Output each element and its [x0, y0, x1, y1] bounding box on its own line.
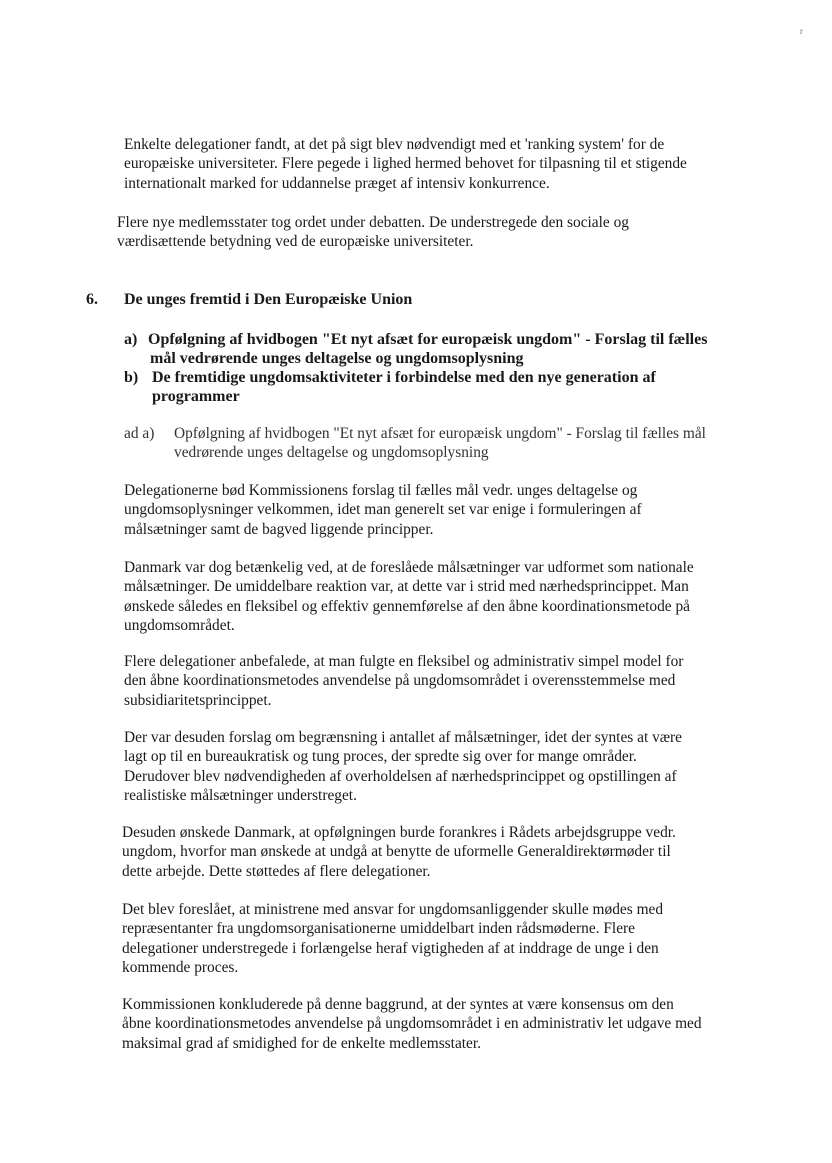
- text-line: målsætninger. De umiddelbare reaktion var, at dette var i strid med nærhedsprincippet. Man: [124, 578, 689, 596]
- paragraph-denmark-concern: [124, 558, 694, 636]
- agenda-item-b: [124, 368, 774, 408]
- text-line: dette arbejde. Dette støttedes af flere delegationer.: [122, 862, 431, 880]
- paragraph-ministers-meet: [122, 900, 663, 978]
- paragraph-commission-conclusion: [122, 995, 702, 1053]
- text-line: kommende proces.: [122, 959, 239, 977]
- text-line: ønskede således en fleksibel og effektiv gennemførelse af den åbne koordinationsmetode på: [124, 597, 690, 615]
- paragraph-ranking: [124, 135, 687, 193]
- paragraph-delegations-welcome: [124, 481, 642, 539]
- text-line: Flere nye medlemsstater tog ordet under debatten. De understregede den sociale og: [117, 214, 629, 231]
- text-line: ungdom, hvorfor man ønskede at undgå at benytte de uformelle Generaldirektørmøder til: [122, 843, 671, 861]
- agenda-item-a: [124, 330, 774, 370]
- text-line: ungdomsområdet.: [124, 617, 235, 635]
- text-line: repræsentanter fra ungdomsorganisationerne umiddelbart inden rådsmøderne. Flere: [122, 920, 636, 938]
- ad-a-line: vedrørende unges deltagelse og ungdomsoplysning: [174, 444, 489, 461]
- text-line: delegationer understregede i forlængelse heraf vigtigheden af at inddrage de unge i den: [122, 939, 659, 957]
- text-line: Delegationerne bød Kommissionens forslag til fælles mål vedr. unges deltagelse og: [124, 482, 638, 499]
- item-b-label: b): [124, 369, 139, 386]
- text-line: Derudover blev nødvendigheden af overholdelsen af nærhedsprincippet og opstillingen af: [124, 767, 677, 785]
- ad-a-label: ad a): [124, 425, 155, 442]
- text-line: Kommissionen konkluderede på denne baggrund, at der syntes at være konsensus om den: [122, 996, 674, 1013]
- item-b-line: programmer: [152, 388, 240, 405]
- text-line: Det blev foreslået, at ministrene med ansvar for ungdomsanliggender skulle mødes med: [122, 901, 664, 918]
- paragraph-limit-objectives: [124, 728, 682, 806]
- text-line: europæiske universiteter. Flere pegede i lighed hermed behovet for tilpasning til et stigende: [124, 155, 687, 173]
- text-line: målsætninger samt de bagved liggende principper.: [124, 520, 434, 538]
- ad-a-subheading: [124, 424, 784, 464]
- text-line: ungdomsoplysninger velkommen, idet man generelt set var enige i formuleringen af: [124, 501, 642, 519]
- text-line: subsidiaritetsprincippet.: [124, 691, 272, 709]
- text-line: realistiske målsætninger understreget.: [124, 787, 357, 805]
- text-line: Danmark var dog betænkelig ved, at de foreslåede målsætninger var udformet som nationale: [124, 559, 694, 576]
- text-line: Der var desuden forslag om begrænsning i antallet af målsætninger, idet der syntes at være: [124, 729, 683, 746]
- item-a-label: a): [124, 331, 138, 348]
- margin-mark: r: [800, 26, 803, 36]
- text-line: værdisættende betydning ved de europæiske universiteter.: [117, 233, 474, 251]
- item-b-line: De fremtidige ungdomsaktiviteter i forbindelse med den nye generation af: [152, 369, 656, 386]
- text-line: maksimal grad af smidighed for de enkelte medlemsstater.: [122, 1034, 482, 1052]
- section-number: 6.: [86, 291, 98, 308]
- text-line: Desuden ønskede Danmark, at opfølgningen burde forankres i Rådets arbejdsgruppe vedr.: [122, 824, 676, 841]
- paragraph-working-group: [122, 823, 676, 881]
- text-line: lagt op til en bureaukratisk og tung proces, der spredte sig over for mange områder.: [124, 748, 637, 766]
- text-line: internationalt marked for uddannelse præget af intensiv konkurrence.: [124, 174, 550, 192]
- text-line: den åbne koordinationsmetodes anvendelse på ungdomsområdet i overensstemmelse med: [124, 672, 676, 690]
- paragraph-new-members: [117, 213, 629, 252]
- item-a-line: Opfølgning af hvidbogen "Et nyt afsæt for europæisk ungdom" - Forslag til fælles: [148, 331, 708, 348]
- text-line: Flere delegationer anbefalede, at man fulgte en fleksibel og administrativ simpel model for: [124, 653, 684, 670]
- paragraph-flexible-model: [124, 652, 683, 710]
- section-title: De unges fremtid i Den Europæiske Union: [124, 291, 413, 308]
- text-line: åbne koordinationsmetodes anvendelse på ungdomsområdet i en administrativ let udgave med: [122, 1015, 702, 1033]
- item-a-line: mål vedrørende unges deltagelse og ungdomsoplysning: [150, 350, 524, 367]
- ad-a-line: Opfølgning af hvidbogen "Et nyt afsæt for europæisk ungdom" - Forslag til fælles mål: [174, 425, 706, 442]
- text-line: Enkelte delegationer fandt, at det på sigt blev nødvendigt med et 'ranking system' for de: [124, 136, 665, 153]
